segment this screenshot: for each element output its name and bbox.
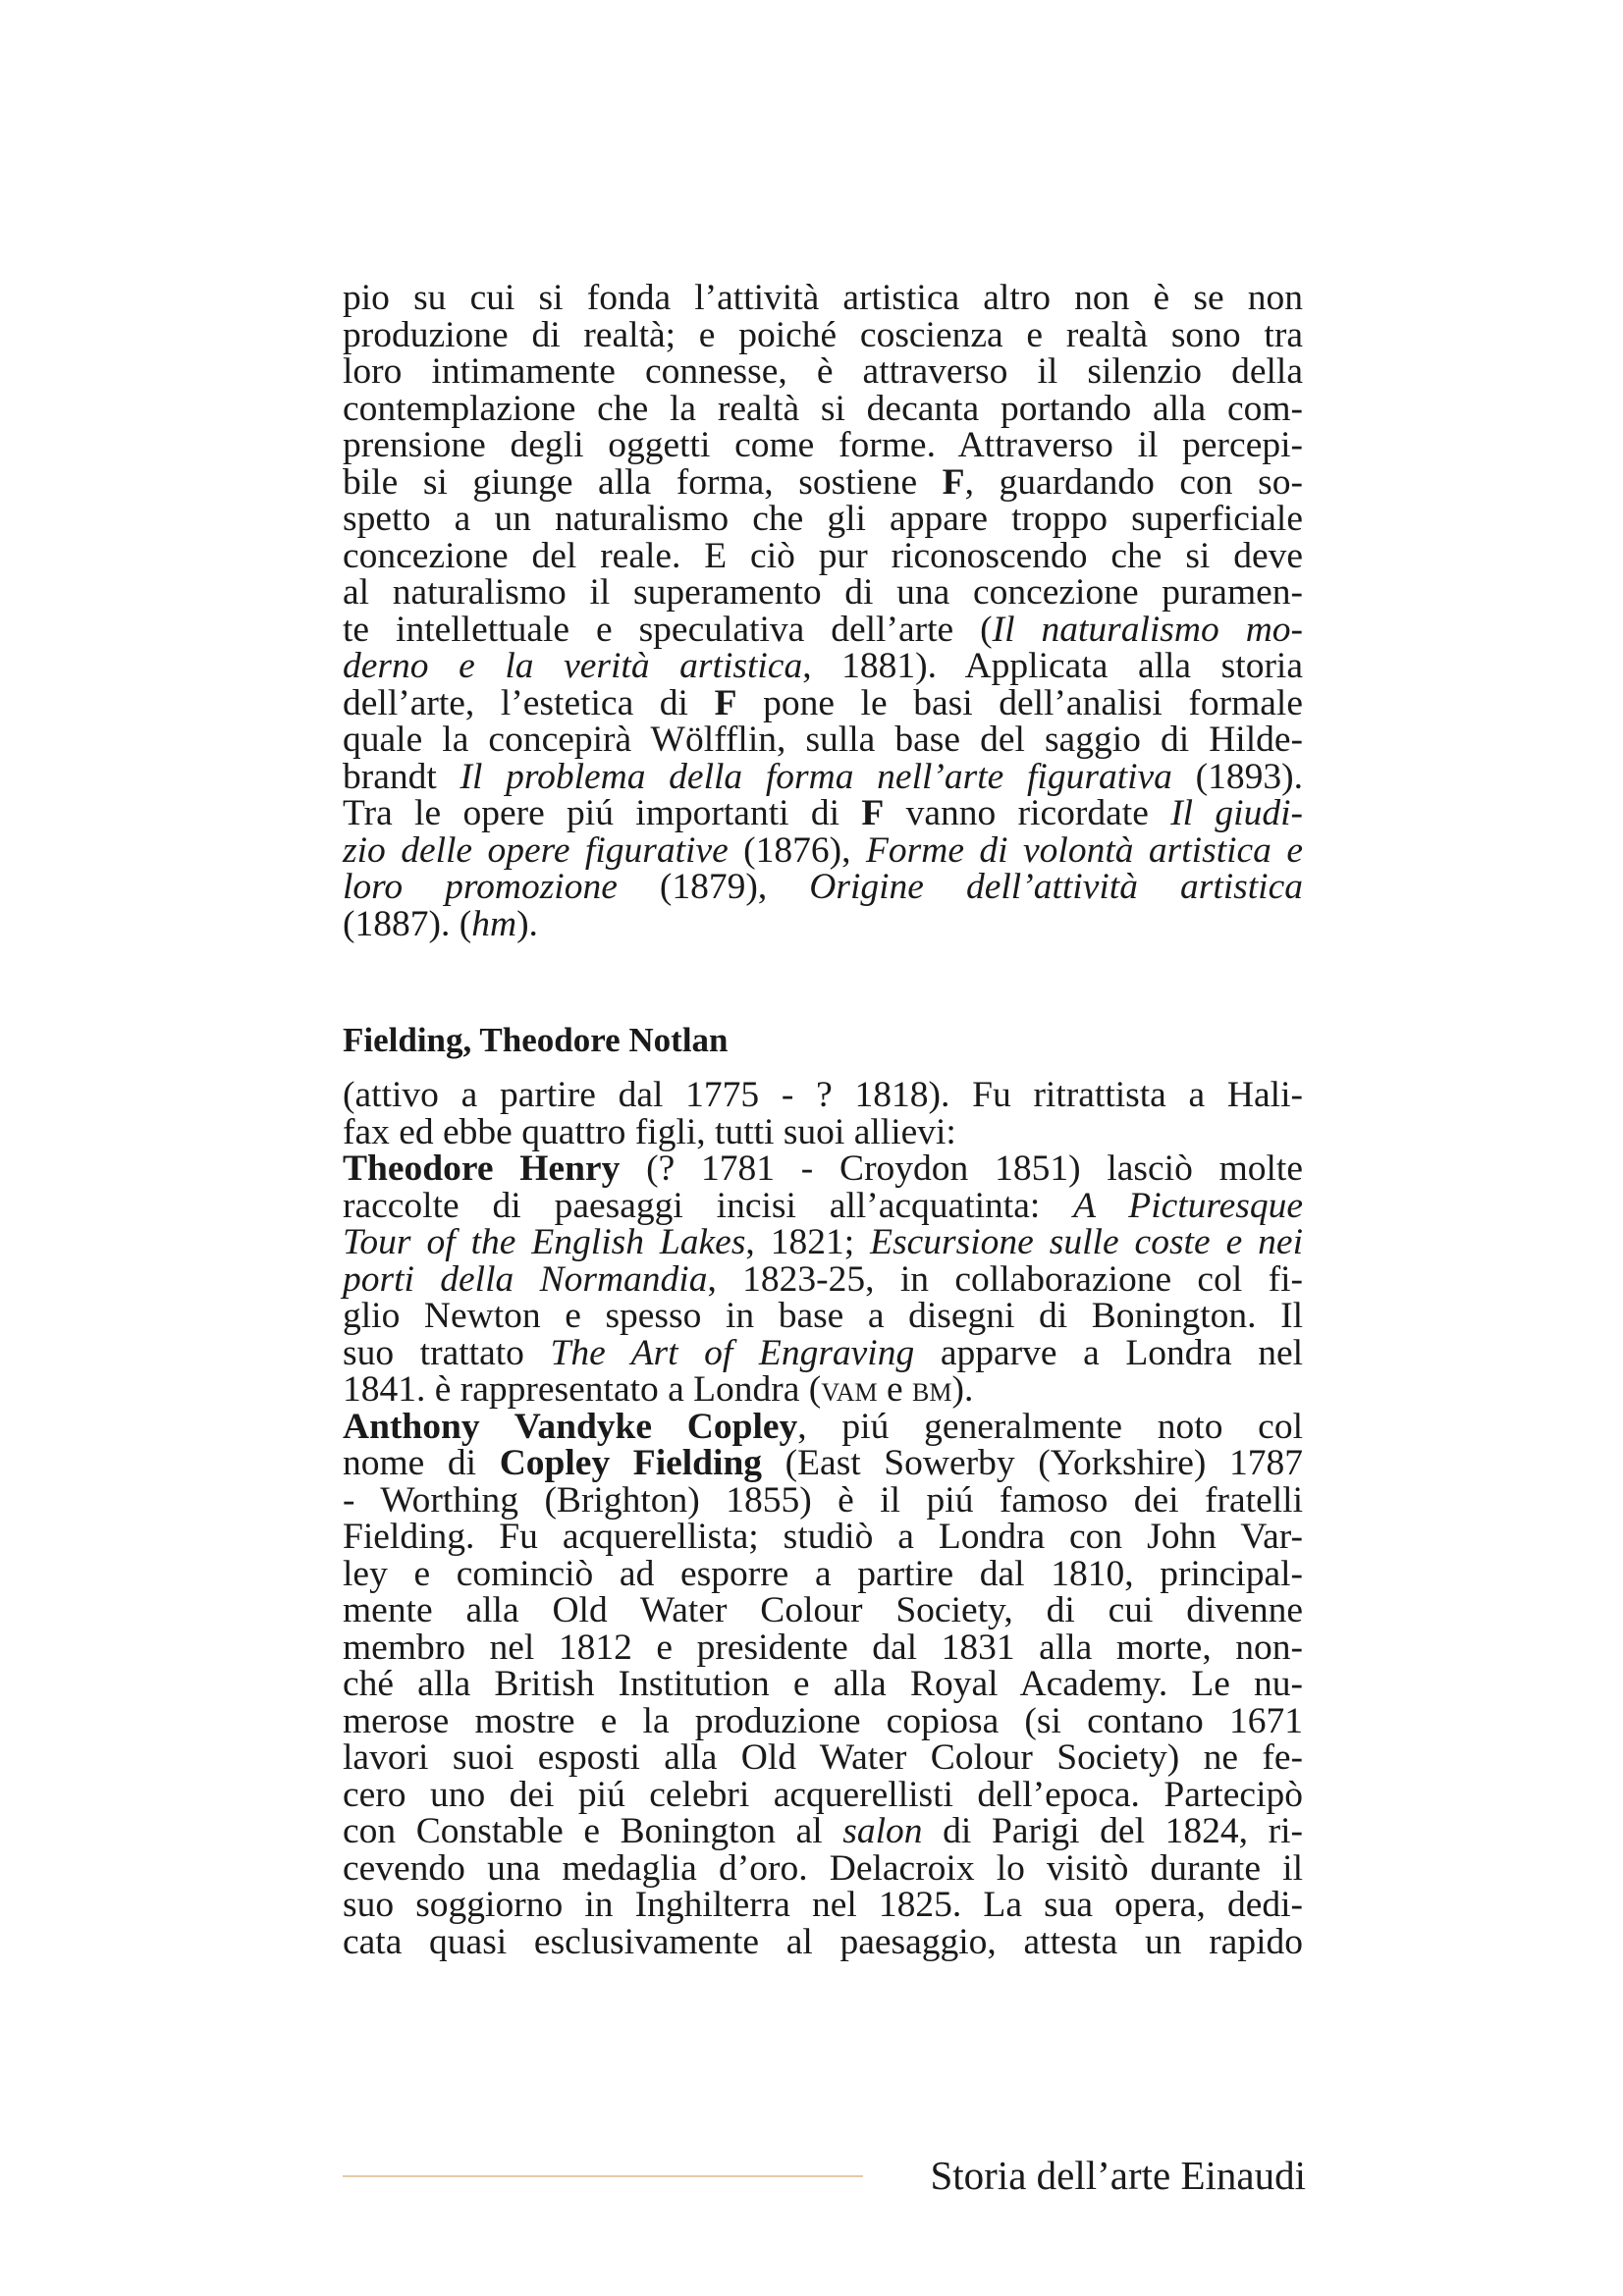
work-title: zio delle opere figurative xyxy=(343,829,729,871)
work-title: Origine dell’attività artistica xyxy=(809,867,1303,907)
work-title: A Picturesque xyxy=(1073,1185,1304,1226)
text-run: (1887). ( xyxy=(343,903,472,944)
text-run: apparve a Londra nel xyxy=(914,1332,1304,1373)
text-line xyxy=(343,461,1303,503)
author-initial: F xyxy=(714,682,737,723)
text-line xyxy=(343,1519,1303,1556)
text-run: (East Sowerby (Yorkshire) 1787 xyxy=(762,1443,1304,1483)
text-run: , 1823-25, in collaborazione col fi- xyxy=(707,1258,1303,1300)
text-run: - Worthing (Brighton) 1855) è il piú famoso dei fratelli xyxy=(343,1479,1303,1521)
work-title: porti della Normandia xyxy=(343,1258,708,1300)
work-title: Il problema della forma nell’arte figurativa xyxy=(460,756,1172,797)
text-run: , 1881). Applicata alla storia xyxy=(802,646,1303,686)
text-line xyxy=(343,721,1303,759)
work-title: salon xyxy=(842,1811,923,1851)
text-line xyxy=(343,829,1304,871)
text-line xyxy=(343,1371,1303,1409)
text-line xyxy=(343,903,1303,944)
text-run: dell’arte, l’estetica di xyxy=(343,682,715,723)
person-name: Theodore Henry xyxy=(343,1148,621,1189)
work-title: Escursione sulle coste e nei xyxy=(870,1222,1303,1262)
person-name: Anthony Vandyke Copley xyxy=(343,1406,798,1447)
text-run: (1879), xyxy=(617,867,810,907)
text-line xyxy=(343,1813,1303,1850)
text-line xyxy=(343,1479,1303,1521)
text-run: pone le basi dell’analisi formale xyxy=(736,682,1303,723)
text-line xyxy=(343,501,1303,538)
text-run: bile si giunge alla forma, sostiene xyxy=(343,461,943,503)
author-signature: hm xyxy=(471,903,517,944)
text-run: contemplazione che la realtà si decanta portando alla com- xyxy=(343,388,1303,429)
text-run: merose mostre e la produzione copiosa (si contano 1671 xyxy=(343,1700,1303,1741)
text-line xyxy=(343,756,1303,797)
text-line xyxy=(343,1592,1303,1629)
text-line xyxy=(343,1700,1303,1741)
footer-divider xyxy=(343,2175,863,2177)
text-line xyxy=(343,535,1303,576)
text-line xyxy=(343,1258,1303,1300)
work-title: The Art of Engraving xyxy=(550,1332,915,1373)
text-line xyxy=(343,1185,1304,1226)
text-line xyxy=(343,1887,1303,1924)
text-line xyxy=(343,574,1303,612)
text-line xyxy=(343,1077,1303,1114)
text-run: suo soggiorno in Inghilterra nel 1825. La sua opera, dedi- xyxy=(343,1885,1303,1925)
text-line xyxy=(343,1445,1303,1482)
text-line xyxy=(343,427,1303,464)
text-run: (attivo a partire dal 1775 - ? 1818). Fu ritrattista a Hali- xyxy=(343,1075,1303,1115)
text-run: produzione di realtà; e poiché coscienza e realtà sono tra xyxy=(343,314,1303,355)
text-run: al naturalismo il superamento di una concezione puramen- xyxy=(343,572,1303,613)
text-run: cero uno dei piú celebri acquerellisti dell’epoca. Partecipò xyxy=(343,1774,1303,1815)
text-run: , 1821; xyxy=(745,1222,871,1262)
text-line xyxy=(343,388,1303,429)
text-run: spetto a un naturalismo che gli appare troppo superficiale xyxy=(343,499,1303,539)
body-paragraph-2 xyxy=(343,1077,1303,1960)
text-line xyxy=(343,1111,1303,1152)
text-run: lavori suoi esposti alla Old Water Colour Society) ne fe- xyxy=(343,1737,1303,1778)
work-title: loro promozione xyxy=(343,867,618,907)
author-initial: F xyxy=(861,793,885,833)
museum-abbrev: vam xyxy=(821,1369,878,1410)
work-title: Tour of the English Lakes xyxy=(343,1222,746,1262)
text-line xyxy=(343,353,1303,391)
person-name: Copley Fielding xyxy=(499,1443,763,1483)
text-run: vanno ricordate xyxy=(884,793,1171,833)
text-run: 1841. è rappresentato a Londra ( xyxy=(343,1369,822,1410)
text-run: ley e cominciò ad esporre a partire dal 1810, principal- xyxy=(343,1553,1303,1594)
text-run: nome di xyxy=(343,1443,500,1483)
text-line xyxy=(343,1406,1303,1447)
text-line xyxy=(343,1224,1303,1261)
museum-abbrev: bm xyxy=(912,1369,952,1410)
text-line xyxy=(343,280,1303,317)
text-run: cata quasi esclusivamente al paesaggio, attesta un rapido xyxy=(343,1921,1303,1962)
text-run: ). xyxy=(951,1369,974,1410)
text-line xyxy=(343,1553,1303,1594)
text-run: fax ed ebbe quattro figli, tutti suoi allievi: xyxy=(343,1111,956,1152)
text-run: di Parigi del 1824, ri- xyxy=(922,1811,1303,1851)
text-run: , piú generalmente noto col xyxy=(797,1406,1303,1447)
text-run: membro nel 1812 e presidente dal 1831 alla morte, non- xyxy=(343,1627,1303,1668)
work-title: derno e la verità artistica xyxy=(343,646,803,686)
text-line xyxy=(343,1666,1303,1703)
entry-heading: Fielding, Theodore Notlan xyxy=(343,1021,729,1059)
text-line xyxy=(343,682,1303,723)
text-line xyxy=(343,1332,1304,1373)
text-run: (? 1781 - Croydon 1851) lasciò molte xyxy=(620,1148,1303,1189)
text-run: brandt xyxy=(343,756,460,797)
text-run: concezione del reale. E ciò pur riconoscendo che si deve xyxy=(343,535,1303,576)
text-run: cevendo una medaglia d’oro. Delacroix lo visitò durante il xyxy=(343,1847,1303,1889)
text-run: quale la concepirà Wölfflin, sulla base del saggio di Hilde- xyxy=(343,720,1303,760)
text-run: te intellettuale e speculativa dell’arte ( xyxy=(343,609,993,650)
text-run: suo trattato xyxy=(343,1332,551,1373)
author-initial: F xyxy=(942,461,965,503)
text-run: raccolte di paesaggi incisi all’acquatinta: xyxy=(343,1185,1074,1226)
text-run: loro intimamente connesse, è attraverso il silenzio della xyxy=(343,351,1303,392)
text-line xyxy=(343,648,1303,685)
text-run: mente alla Old Water Colour Society, di cui divenne xyxy=(343,1590,1303,1630)
text-line xyxy=(343,1298,1303,1335)
footer-publication-title: Storia dell’arte Einaudi xyxy=(930,2153,1306,2198)
text-run: e xyxy=(877,1369,913,1410)
text-run: Fielding. Fu acquerellista; studiò a Londra con John Var- xyxy=(343,1517,1303,1557)
text-run: pio su cui si fonda l’attività artistica altro non è se non xyxy=(343,278,1303,318)
text-line xyxy=(343,1150,1303,1188)
text-run: glio Newton e spesso in base a disegni di Bonington. Il xyxy=(343,1296,1303,1336)
text-line xyxy=(343,1921,1303,1962)
body-paragraph-1 xyxy=(343,280,1303,942)
work-title: Forme di volontà artistica e xyxy=(865,829,1304,871)
text-run: ). xyxy=(516,903,538,944)
text-run: (1876), xyxy=(728,829,866,871)
work-title: Il giudi- xyxy=(1170,793,1304,833)
text-run: (1893). xyxy=(1171,756,1303,797)
text-run: ché alla British Institution e alla Royal Academy. Le nu- xyxy=(343,1664,1303,1704)
text-line xyxy=(343,1739,1303,1777)
text-run: prensione degli oggetti come forme. Attraverso il percepi- xyxy=(343,425,1303,465)
text-line xyxy=(343,609,1304,650)
text-line xyxy=(343,314,1303,355)
text-run: , guardando con so- xyxy=(964,461,1303,503)
text-line xyxy=(343,869,1303,906)
text-run: con Constable e Bonington al xyxy=(343,1811,843,1851)
text-line xyxy=(343,795,1303,832)
text-line xyxy=(343,1774,1303,1815)
text-line xyxy=(343,1847,1303,1889)
work-title: Il naturalismo mo- xyxy=(992,609,1304,650)
text-line xyxy=(343,1629,1303,1667)
text-run: Tra le opere piú importanti di xyxy=(343,793,862,833)
